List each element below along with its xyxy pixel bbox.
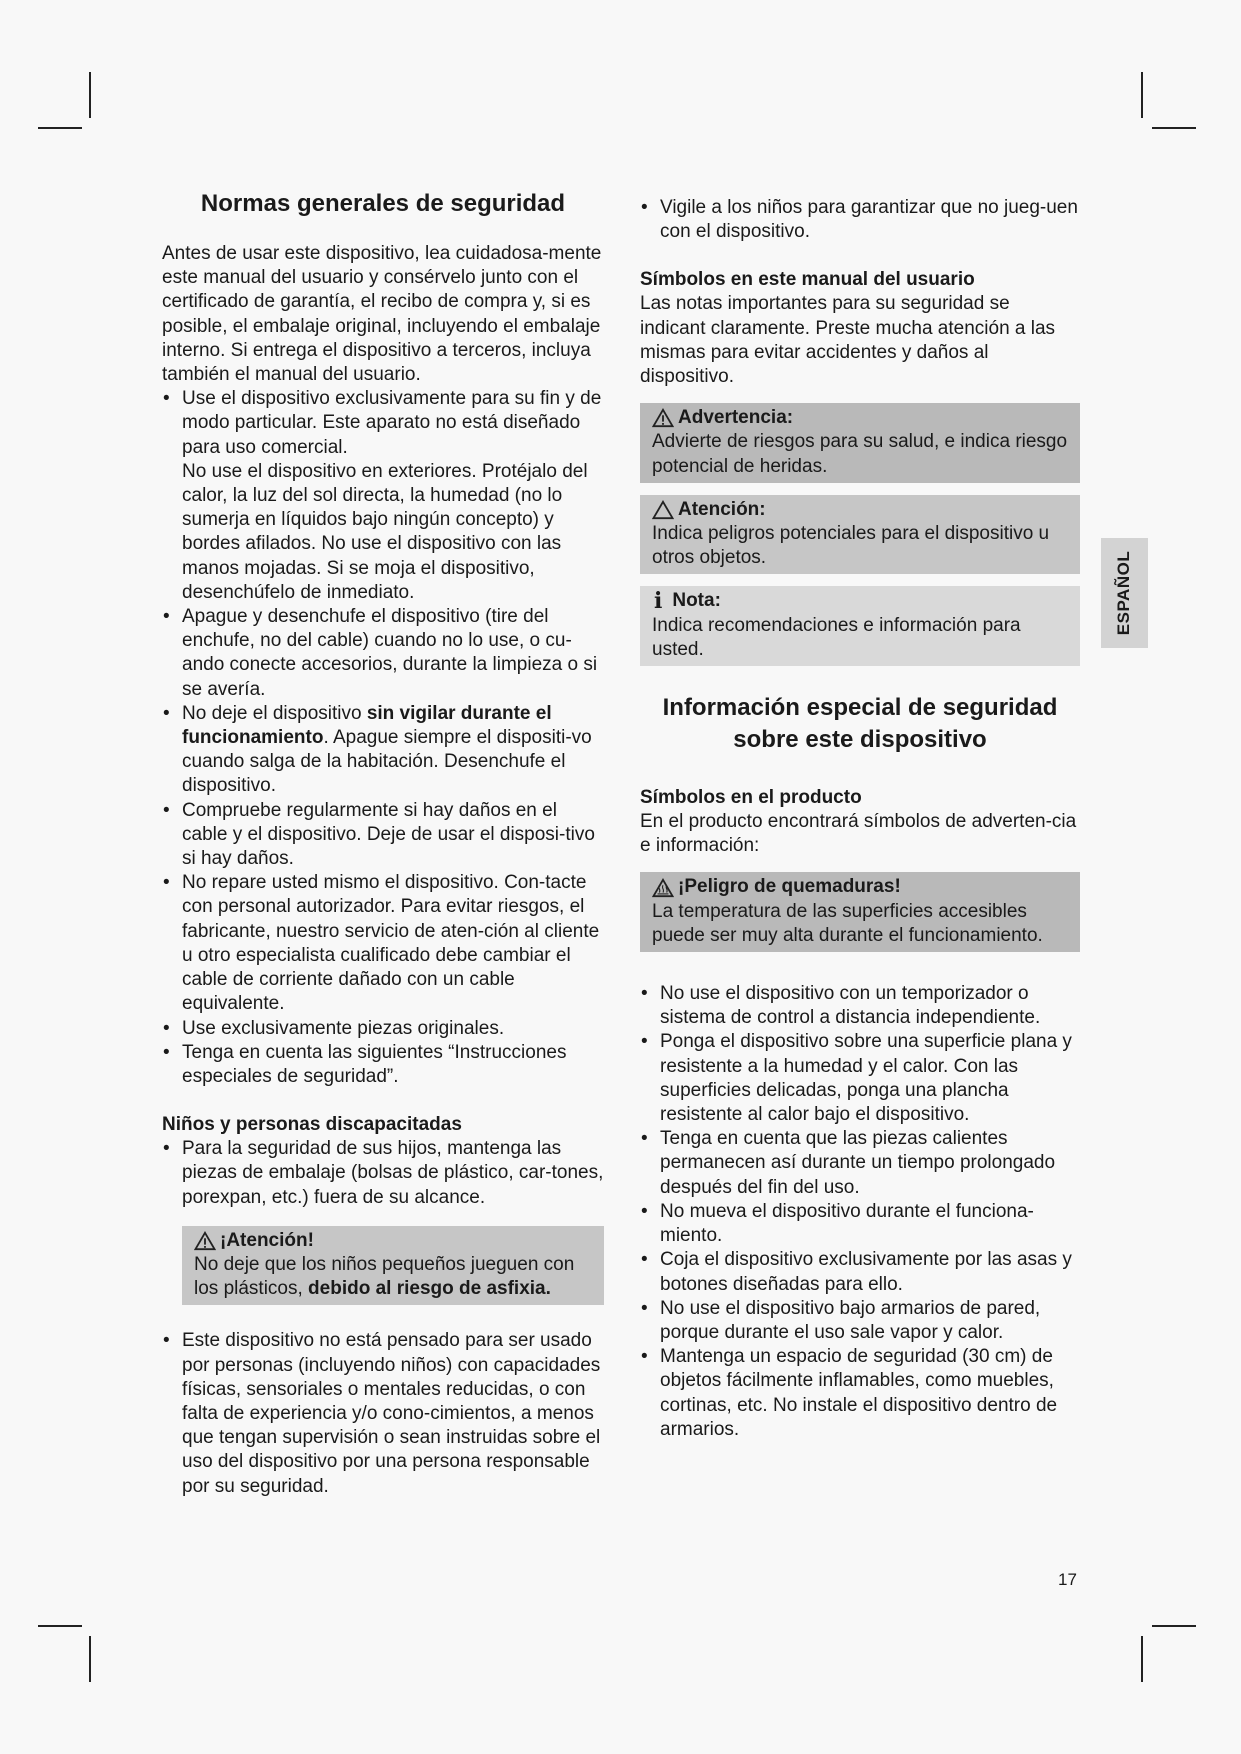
list-item: • No repare usted mismo el dispositivo. Con-tacte con personal autorizador. Para evitar riesgos, el fabricante, nuestro servicio de aten-ción al cliente u otro especialista cualificado debe cambiar el cable de corriente dañado con un cable equivalente. [162,871,604,1016]
device-safety-list [640,982,1080,1442]
info-icon: i [654,588,663,615]
list-item: • Este dispositivo no está pensado para ser usado por personas (incluyendo niños) con capacidades físicas, sensoriales o mentales reducidas, o con falta de experiencia y/o cono-cimientos, a menos que tengan supervisión o sean instruidas sobre el uso del dispositivo por una persona responsable por su seguridad. [162,1329,604,1498]
list-item: • Ponga el dispositivo sobre una superficie plana y resistente a la humedad y el calor. Con las superficies delicadas, ponga una plancha resistente al calor bajo el dispositivo. [640,1030,1080,1127]
list-item: • Compruebe regularmente si hay daños en el cable y el dispositivo. Deje de usar el disposi-tivo si hay daños. [162,799,604,872]
caution-text: Indica peligros potenciales para el dispositivo u otros objetos. [652,523,1050,569]
crop-mark [1141,1636,1143,1682]
list-item: • No deje el dispositivo sin vigilar durante el funcionamiento. Apague siempre el dispositi-vo cuando salga de la habitación. Desenchufe el dispositivo. [162,702,604,799]
warning-triangle-icon [652,408,674,428]
list-item: • Use exclusivamente piezas originales. [162,1017,604,1041]
right-column [640,196,1080,1442]
caution-triangle-icon [652,500,674,520]
list-item: • No use el dispositivo bajo armarios de pared, porque durante el uso sale vapor y calor. [640,1297,1080,1345]
language-tab [1101,538,1148,648]
language-tab-label: ESPAÑOL [1114,550,1134,636]
burn-title: ¡Peligro de quemaduras! [678,876,901,898]
page-number: 17 [1058,1570,1077,1589]
note-title: Nota: [672,590,721,612]
special-safety-title: Información especial de seguridad sobre este dispositivo [662,694,1058,754]
left-column [162,188,604,1499]
attention-box [182,1226,604,1306]
caution-title: Atención: [678,498,766,520]
note-box [640,586,1080,666]
burn-warning-box [640,872,1080,952]
warning-triangle-icon [194,1231,216,1251]
crop-mark [1152,127,1196,129]
crop-mark [89,1636,91,1682]
warning-text: Advierte de riesgos para su salud, e indica riesgo potencial de heridas. [652,431,1068,477]
list-item: • No mueva el dispositivo durante el funciona-miento. [640,1200,1080,1248]
children-heading: Niños y personas discapacitadas [162,1114,462,1136]
symbols-heading: Símbolos en este manual del usuario [640,269,975,291]
note-text: Indica recomendaciones e información para usted. [652,614,1021,660]
crop-mark [1141,72,1143,118]
capacity-list [162,1329,604,1498]
product-symbols-paragraph: En el producto encontrará símbolos de adverten-cia e información: [640,811,1077,857]
continued-list [640,196,1080,244]
burn-text: La temperatura de las superficies accesibles puede ser muy alta durante el funcionamiento. [652,900,1043,946]
list-item: • Tenga en cuenta las siguientes “Instrucciones especiales de seguridad”. [162,1041,604,1089]
list-item: • Tenga en cuenta que las piezas calientes permanecen así durante un tiempo prolongado después del fin del uso. [640,1127,1080,1200]
intro-paragraph: Antes de usar este dispositivo, lea cuidadosa-mente este manual del usuario y consérvelo junto con el certificado de garantía, el recibo de compra y, si es posible, el embalaje original, incluyendo el embalaje interno. Si entrega el dispositivo a terceros, incluya también el manual del usuario. [162,243,602,386]
symbols-paragraph: Las notas importantes para su seguridad se indicant claramente. Preste mucha atención a las mismas para evitar accidentes y daños al dispositivo. [640,293,1056,388]
list-item: • Use el dispositivo exclusivamente para su fin y de modo particular. Este aparato no está diseñado para uso comercial. No use el dispositivo en exteriores. Protéjalo del calor, la luz del sol directa, la humedad (no lo sumerja en líquidos bajo ningún concepto) y bordes afilados. No use el dispositivo con las manos mojadas. Si se moja el dispositivo, desenchúfelo de inmediato. [162,387,604,605]
page-title: Normas generales de seguridad [200,190,566,217]
list-item: • Mantenga un espacio de seguridad (30 cm) de objetos fácilmente inflamables, como muebles, cortinas, etc. No instale el dispositivo dentro de armarios. [640,1345,1080,1442]
general-safety-list [162,387,604,1089]
hot-surface-icon [652,878,674,898]
list-item: • No use el dispositivo con un temporizador o sistema de control a distancia independiente. [640,982,1080,1030]
caution-box [640,495,1080,575]
children-list [162,1137,604,1210]
crop-mark [38,1625,82,1627]
list-item: • Para la seguridad de sus hijos, mantenga las piezas de embalaje (bolsas de plástico, car-tones, porexpan, etc.) fuera de su alcance. [162,1137,604,1210]
list-item: • Vigile a los niños para garantizar que no jueg-uen con el dispositivo. [640,196,1080,244]
crop-mark [89,72,91,118]
warning-box [640,403,1080,483]
attention-title: ¡Atención! [220,1229,314,1251]
crop-mark [1152,1625,1196,1627]
list-item-extra: No use el dispositivo en exteriores. Protéjalo del calor, la luz del sol directa, la humedad (no lo sumerja en líquidos bajo ningún concepto) y bordes afilados. No use el dispositivo con las manos mojadas. Si se moja el dispositivo, desenchúfelo de inmediato. [182,460,588,603]
warning-title: Advertencia: [678,407,794,429]
crop-mark [38,127,82,129]
product-symbols-heading: Símbolos en el producto [640,787,862,809]
attention-text: No deje que los niños pequeños jueguen con los plásticos, debido al riesgo de asfixia. [194,1253,575,1300]
list-item: • Coja el dispositivo exclusivamente por las asas y botones diseñadas para ello. [640,1248,1080,1296]
list-item: • Apague y desenchufe el dispositivo (tire del enchufe, no del cable) cuando no lo use, o cu-ando conecte accesorios, durante la limpieza o si se avería. [162,605,604,702]
